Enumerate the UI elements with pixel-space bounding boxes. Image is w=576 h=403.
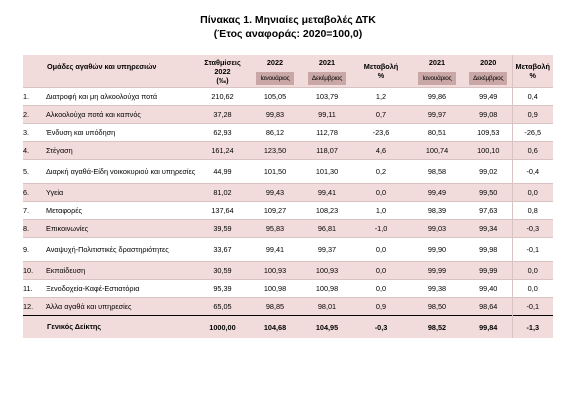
row-dec-2020: 97,63: [465, 202, 512, 220]
header-change-2: Μεταβολή %: [512, 55, 553, 88]
row-index: 5.: [23, 160, 46, 184]
total-row: [23, 316, 553, 339]
row-weight: 62,93: [196, 124, 249, 142]
cpi-table: [23, 55, 553, 338]
row-group: Επικοινωνίες: [46, 220, 196, 238]
row-jan-2022: 123,50: [249, 142, 301, 160]
row-change-2: -0,1: [512, 238, 553, 262]
row-jan-2022: 100,98: [249, 280, 301, 298]
row-group: Εκπαίδευση: [46, 262, 196, 280]
row-jan-2022: 99,43: [249, 184, 301, 202]
row-dec-2020: 99,40: [465, 280, 512, 298]
row-group: Διαρκή αγαθά-Είδη νοικοκυριού και υπηρεσίες: [46, 160, 196, 184]
row-dec-2020: 99,34: [465, 220, 512, 238]
total-jan-2021: 98,52: [409, 316, 465, 339]
row-jan-2022: 109,27: [249, 202, 301, 220]
table-row: [23, 202, 553, 220]
row-change-2: -0,3: [512, 220, 553, 238]
row-index: 8.: [23, 220, 46, 238]
row-change-1: 1,0: [353, 202, 409, 220]
table-title: Πίνακας 1. Μηνιαίες μεταβολές ΔΤΚ: [200, 14, 376, 26]
row-weight: 30,59: [196, 262, 249, 280]
header-row-years: [23, 55, 553, 69]
row-jan-2022: 100,93: [249, 262, 301, 280]
row-jan-2021: 99,97: [409, 106, 465, 124]
row-change-1: 1,2: [353, 88, 409, 106]
row-weight: 65,05: [196, 298, 249, 316]
row-jan-2022: 99,83: [249, 106, 301, 124]
row-change-1: 0,9: [353, 298, 409, 316]
row-change-1: 0,0: [353, 238, 409, 262]
row-dec-2021: 103,79: [301, 88, 353, 106]
row-change-1: 0,2: [353, 160, 409, 184]
row-dec-2020: 99,02: [465, 160, 512, 184]
table-row: [23, 220, 553, 238]
row-change-1: 4,6: [353, 142, 409, 160]
table-row: [23, 124, 553, 142]
row-jan-2021: 99,90: [409, 238, 465, 262]
row-index: 9.: [23, 238, 46, 262]
row-group: Διατροφή και μη αλκοολούχα ποτά: [46, 88, 196, 106]
header-month-jan-2021: Ιανουάριος: [409, 69, 465, 88]
row-change-2: 0,8: [512, 202, 553, 220]
row-change-2: 0,9: [512, 106, 553, 124]
header-weights: Σταθμίσεις 2022 (‰): [196, 55, 249, 88]
header-year-2021b: 2021: [409, 55, 465, 69]
row-index: 10.: [23, 262, 46, 280]
row-jan-2022: 86,12: [249, 124, 301, 142]
total-jan-2022: 104,68: [249, 316, 301, 339]
table-row: [23, 160, 553, 184]
total-change-2: -1,3: [512, 316, 553, 339]
row-dec-2021: 100,93: [301, 262, 353, 280]
row-jan-2021: 99,38: [409, 280, 465, 298]
header-month-dec-2021: Δεκέμβριος: [301, 69, 353, 88]
row-jan-2021: 99,99: [409, 262, 465, 280]
table-row: [23, 142, 553, 160]
row-dec-2020: 99,08: [465, 106, 512, 124]
row-jan-2022: 98,85: [249, 298, 301, 316]
row-weight: 137,64: [196, 202, 249, 220]
header-year-2021: 2021: [301, 55, 353, 69]
total-change-1: -0,3: [353, 316, 409, 339]
total-dec-2020: 99,84: [465, 316, 512, 339]
row-group: Υγεία: [46, 184, 196, 202]
header-month-dec-2020: Δεκέμβριος: [465, 69, 512, 88]
row-dec-2020: 99,98: [465, 238, 512, 262]
row-jan-2021: 99,49: [409, 184, 465, 202]
row-index: 2.: [23, 106, 46, 124]
row-dec-2021: 99,41: [301, 184, 353, 202]
row-dec-2021: 98,01: [301, 298, 353, 316]
row-change-1: 0,7: [353, 106, 409, 124]
table-row: [23, 106, 553, 124]
row-change-1: 0,0: [353, 280, 409, 298]
total-label: Γενικός Δείκτης: [23, 316, 196, 339]
header-year-2020: 2020: [465, 55, 512, 69]
row-change-2: 0,4: [512, 88, 553, 106]
row-dec-2021: 99,37: [301, 238, 353, 262]
row-index: 12.: [23, 298, 46, 316]
row-change-1: 0,0: [353, 262, 409, 280]
row-jan-2022: 95,83: [249, 220, 301, 238]
row-jan-2022: 99,41: [249, 238, 301, 262]
row-change-2: 0,0: [512, 280, 553, 298]
row-change-2: 0,0: [512, 184, 553, 202]
table-row: [23, 238, 553, 262]
row-dec-2020: 98,64: [465, 298, 512, 316]
row-group: Ένδυση και υπόδηση: [46, 124, 196, 142]
row-change-2: 0,6: [512, 142, 553, 160]
row-weight: 95,39: [196, 280, 249, 298]
row-jan-2021: 80,51: [409, 124, 465, 142]
row-weight: 39,59: [196, 220, 249, 238]
total-weight: 1000,00: [196, 316, 249, 339]
row-dec-2020: 100,10: [465, 142, 512, 160]
total-dec-2021: 104,95: [301, 316, 353, 339]
row-change-2: -26,5: [512, 124, 553, 142]
row-group: Ξενοδοχεία-Καφέ-Εστιατόρια: [46, 280, 196, 298]
row-index: 6.: [23, 184, 46, 202]
table-row: [23, 280, 553, 298]
row-weight: 33,67: [196, 238, 249, 262]
row-dec-2020: 99,49: [465, 88, 512, 106]
row-weight: 44,99: [196, 160, 249, 184]
row-dec-2021: 96,81: [301, 220, 353, 238]
row-group: Στέγαση: [46, 142, 196, 160]
row-jan-2022: 101,50: [249, 160, 301, 184]
row-dec-2021: 99,11: [301, 106, 353, 124]
row-change-1: -23,6: [353, 124, 409, 142]
row-dec-2021: 112,78: [301, 124, 353, 142]
header-change-1: Μεταβολή %: [353, 55, 409, 88]
row-index: 11.: [23, 280, 46, 298]
row-jan-2021: 98,39: [409, 202, 465, 220]
row-jan-2021: 99,86: [409, 88, 465, 106]
row-dec-2020: 109,53: [465, 124, 512, 142]
row-dec-2020: 99,50: [465, 184, 512, 202]
row-change-2: -0,4: [512, 160, 553, 184]
table-subtitle: (Έτος αναφοράς: 2020=100,0): [213, 28, 363, 40]
row-dec-2021: 100,98: [301, 280, 353, 298]
table-row: [23, 184, 553, 202]
row-index: 4.: [23, 142, 46, 160]
header-group: Ομάδες αγαθών και υπηρεσιών: [23, 55, 196, 88]
header-month-jan-2022: Ιανουάριος: [249, 69, 301, 88]
row-dec-2021: 101,30: [301, 160, 353, 184]
row-weight: 161,24: [196, 142, 249, 160]
row-dec-2021: 118,07: [301, 142, 353, 160]
row-weight: 210,62: [196, 88, 249, 106]
row-jan-2021: 100,74: [409, 142, 465, 160]
table-row: [23, 298, 553, 316]
row-jan-2021: 98,58: [409, 160, 465, 184]
row-change-1: -1,0: [353, 220, 409, 238]
row-group: Μεταφορές: [46, 202, 196, 220]
row-change-2: -0,1: [512, 298, 553, 316]
row-group: Αλκοολούχα ποτά και καπνός: [46, 106, 196, 124]
row-dec-2020: 99,99: [465, 262, 512, 280]
row-index: 7.: [23, 202, 46, 220]
row-dec-2021: 108,23: [301, 202, 353, 220]
row-change-1: 0,0: [353, 184, 409, 202]
header-year-2022: 2022: [249, 55, 301, 69]
row-weight: 37,28: [196, 106, 249, 124]
row-index: 1.: [23, 88, 46, 106]
row-group: Άλλα αγαθά και υπηρεσίες: [46, 298, 196, 316]
row-jan-2022: 105,05: [249, 88, 301, 106]
row-weight: 81,02: [196, 184, 249, 202]
row-index: 3.: [23, 124, 46, 142]
table-row: [23, 262, 553, 280]
row-change-2: 0,0: [512, 262, 553, 280]
row-jan-2021: 98,50: [409, 298, 465, 316]
table-row: [23, 88, 553, 106]
row-jan-2021: 99,03: [409, 220, 465, 238]
row-group: Αναψυχή-Πολιτιστικές δραστηριότητες: [46, 238, 196, 262]
